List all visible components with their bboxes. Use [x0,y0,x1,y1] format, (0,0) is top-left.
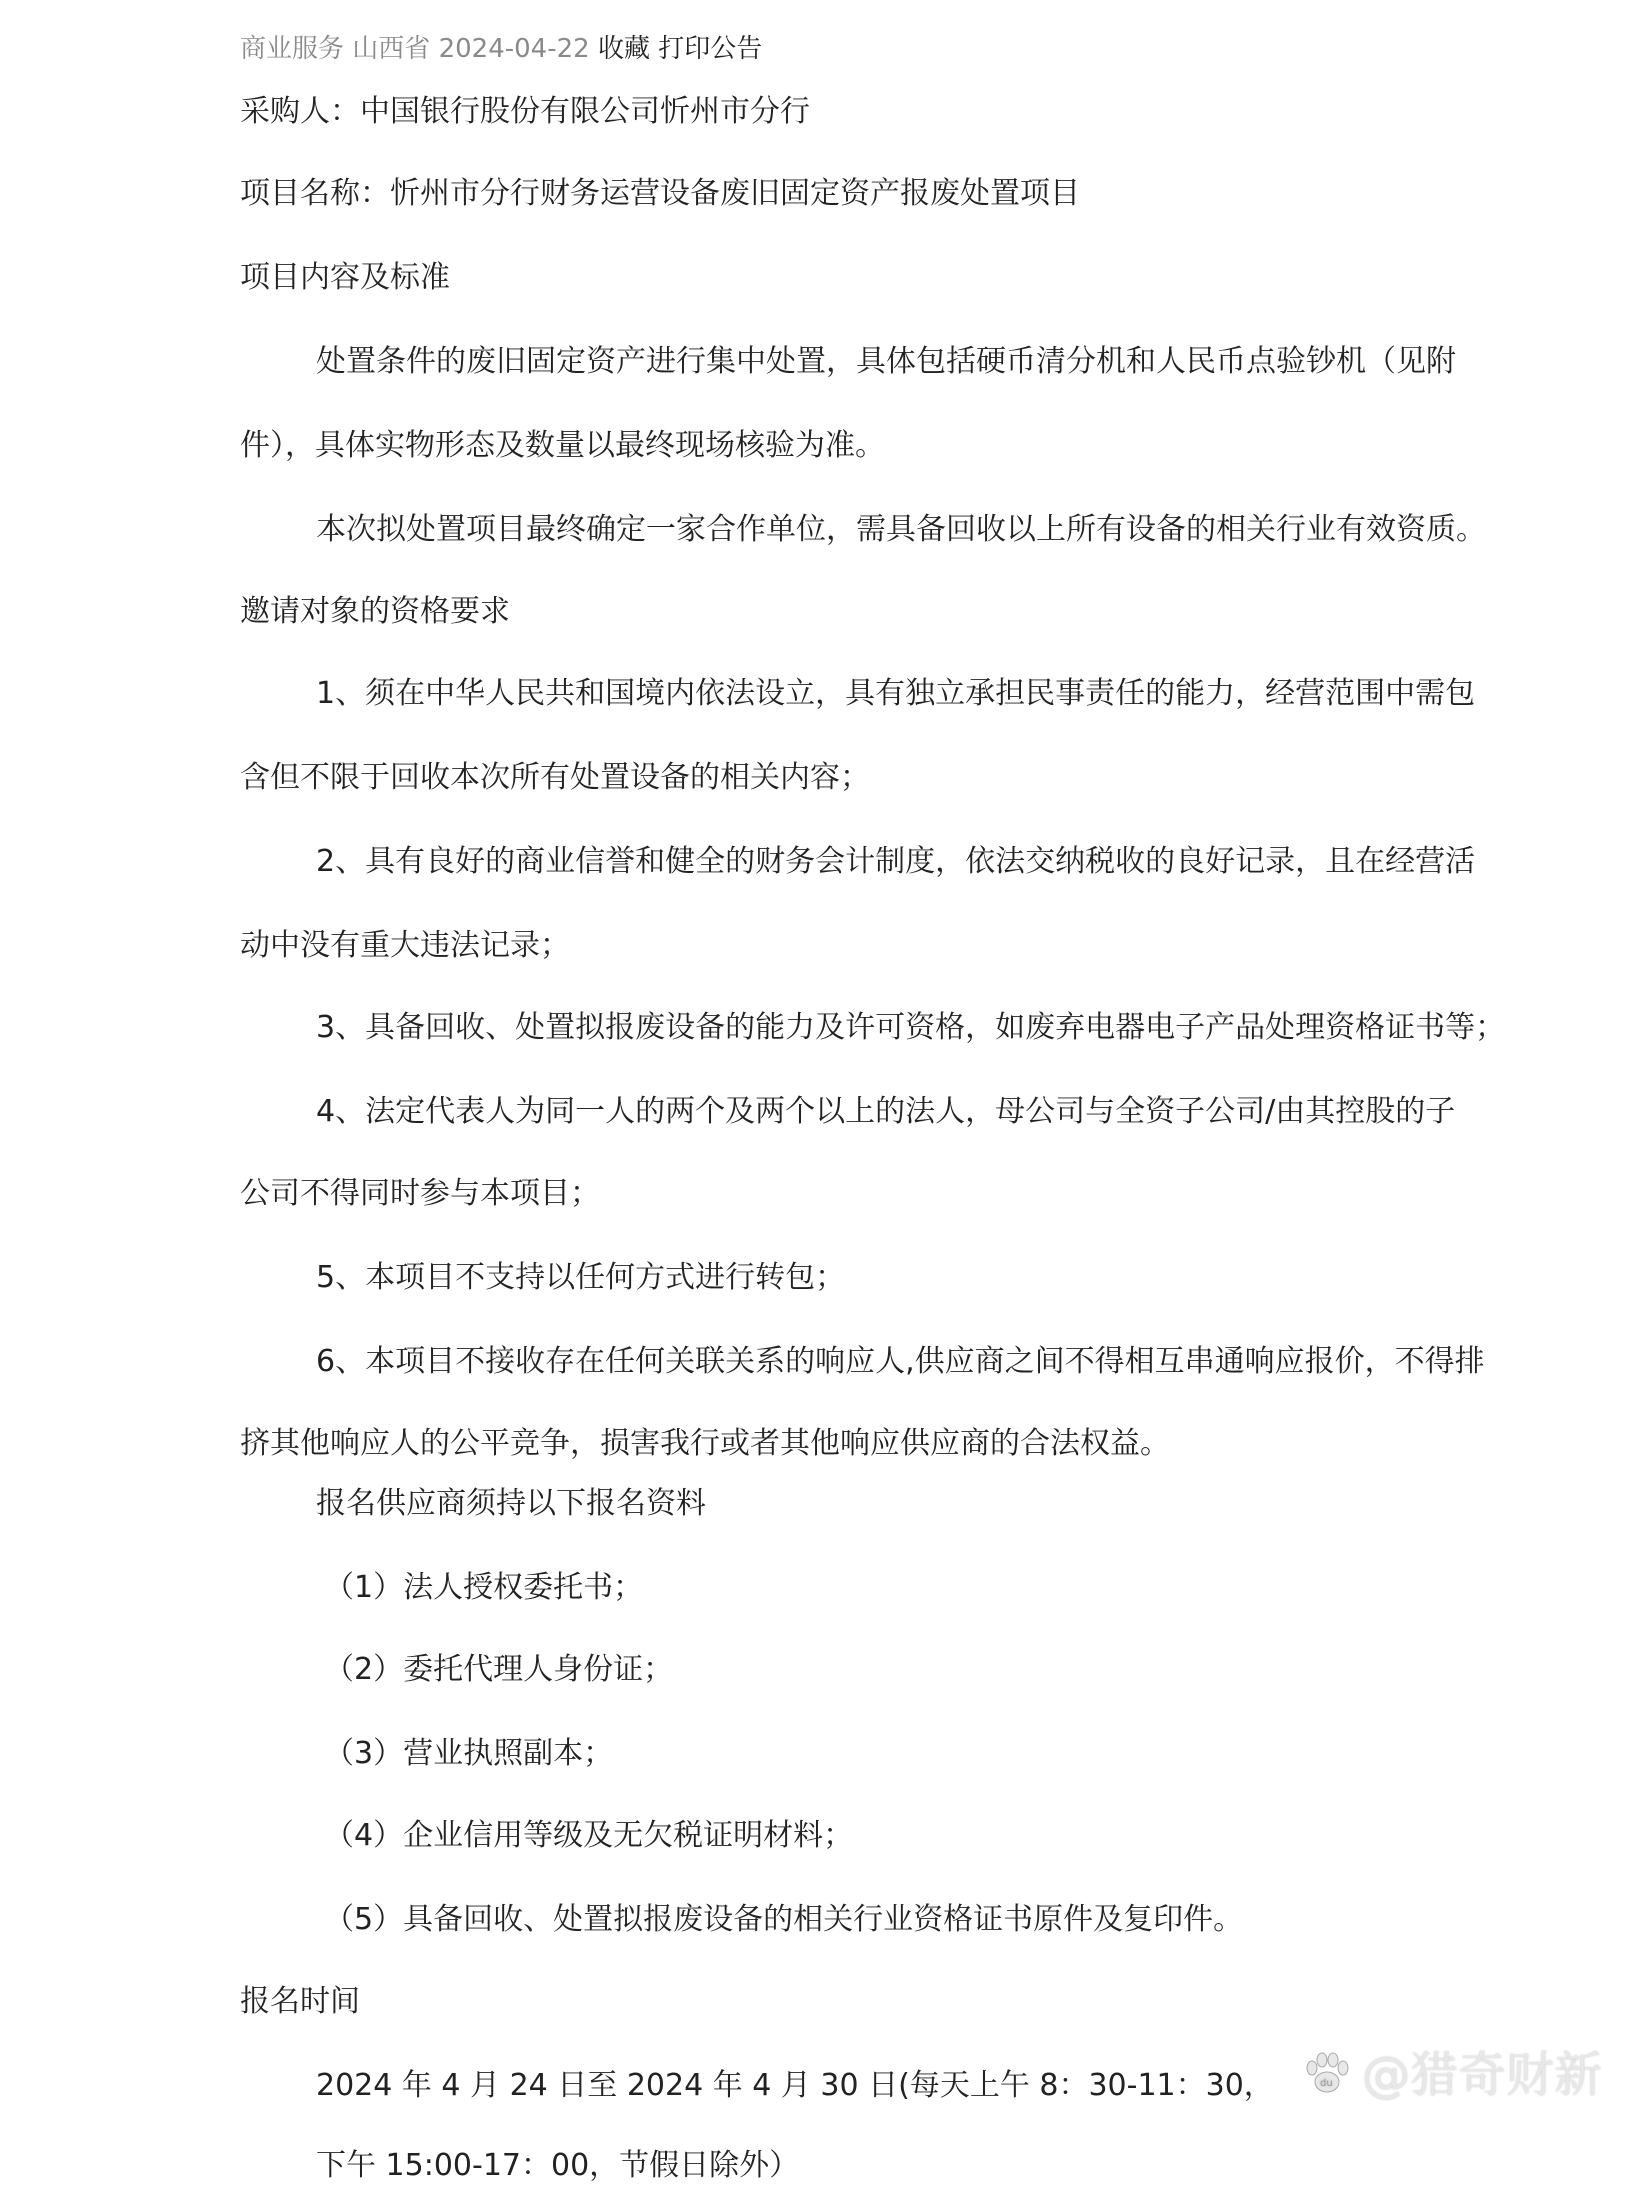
content-paragraph-1-line-1: 处置条件的废旧固定资产进行集中处置，具体包括硬币清分机和人民币点验钞机（见附 [316,344,1456,379]
qualification-2-line-1: 2、具有良好的商业信誉和健全的财务会计制度，依法交纳税收的良好记录，且在经营活 [316,844,1476,879]
content-paragraph-1-line-2: 件），具体实物形态及数量以最终现场核验为准。 [240,428,885,463]
content-heading: 项目内容及标准 [240,260,450,295]
material-item-1: （1）法人授权委托书； [324,1570,644,1605]
material-item-5: （5）具备回收、处置拟报废设备的相关行业资格证书原件及复印件。 [324,1902,1244,1937]
material-item-3: （3）营业执照副本； [324,1736,614,1771]
qualification-6-line-2: 挤其他响应人的公平竞争，损害我行或者其他响应供应商的合法权益。 [240,1426,1170,1461]
qualification-6-line-1: 6、本项目不接收存在任何关联关系的响应人,供应商之间不得相互串通响应报价，不得排 [316,1344,1485,1379]
watermark [1300,2047,1602,2103]
svg-text:du: du [1319,2078,1333,2089]
qualification-4-line-1: 4、法定代表人为同一人的两个及两个以上的法人，母公司与全资子公司/由其控股的子 [316,1094,1456,1129]
category-label: 商业服务 [240,34,345,64]
qualification-heading: 邀请对象的资格要求 [240,594,510,629]
watermark-text: @猎奇财新 [1361,2047,1602,2103]
purchaser-line: 采购人：中国银行股份有限公司忻州市分行 [240,94,810,129]
favorite-link[interactable]: 收藏 [597,34,650,64]
project-name-line: 项目名称：忻州市分行财务运营设备废旧固定资产报废处置项目 [240,176,1080,211]
content-paragraph-2: 本次拟处置项目最终确定一家合作单位，需具备回收以上所有设备的相关行业有效资质。 [316,512,1486,547]
meta-bar [240,30,762,68]
date-label: 2024-04-22 [438,34,590,64]
registration-time-line-2: 下午 15:00-17：00，节假日除外） [316,2148,800,2183]
materials-heading: 报名供应商须持以下报名资料 [316,1486,706,1521]
paw-icon [1300,2048,1354,2102]
print-link[interactable]: 打印公告 [658,34,763,64]
material-item-2: （2）委托代理人身份证； [324,1652,674,1687]
material-item-4: （4）企业信用等级及无欠税证明材料； [324,1818,854,1853]
qualification-3: 3、具备回收、处置拟报废设备的能力及许可资格，如废弃电器电子产品处理资格证书等； [316,1010,1506,1045]
qualification-4-line-2: 公司不得同时参与本项目； [240,1176,600,1211]
qualification-1-line-2: 含但不限于回收本次所有处置设备的相关内容； [240,760,870,795]
registration-time-heading: 报名时间 [240,1984,360,2019]
qualification-1-line-1: 1、须在中华人民共和国境内依法设立，具有独立承担民事责任的能力，经营范围中需包 [316,676,1476,711]
qualification-2-line-2: 动中没有重大违法记录； [240,928,570,963]
registration-time-line-1: 2024 年 4 月 24 日至 2024 年 4 月 30 日(每天上午 8：30-11：30， [316,2068,1274,2103]
region-label: 山西省 [352,34,431,64]
qualification-5: 5、本项目不支持以任何方式进行转包； [316,1260,846,1295]
